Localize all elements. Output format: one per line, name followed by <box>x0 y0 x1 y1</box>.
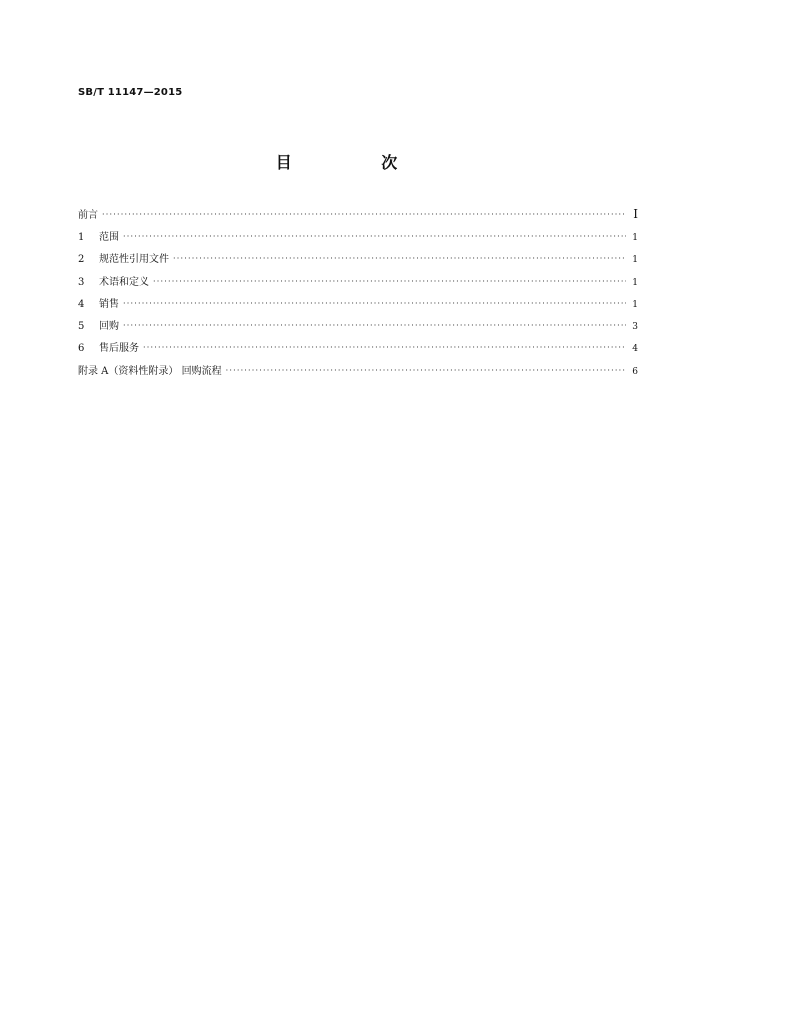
toc-section-number: 5 <box>78 321 85 333</box>
toc-entry-scope[interactable] <box>78 228 638 250</box>
toc-page-number: 1 <box>632 299 638 310</box>
toc-entry-label: 售后服务 <box>99 343 139 355</box>
toc-entry-sales[interactable] <box>78 295 638 317</box>
toc-entry-normative-references[interactable] <box>78 250 638 272</box>
table-of-contents <box>78 206 638 384</box>
toc-entry-label: 规范性引用文件 <box>99 254 169 266</box>
toc-entry-appendix-a[interactable] <box>78 362 638 384</box>
toc-entry-after-sales-service[interactable] <box>78 339 638 361</box>
toc-page-number: I <box>633 207 638 221</box>
toc-leader-dots <box>143 343 626 352</box>
toc-entry-buyback[interactable] <box>78 317 638 339</box>
toc-leader-dots <box>123 299 626 308</box>
toc-entry-label: 范围 <box>99 232 119 243</box>
toc-section-number: 1 <box>78 232 85 243</box>
toc-entry-terms-definitions[interactable] <box>78 273 638 295</box>
toc-entry-foreword[interactable] <box>78 206 638 228</box>
toc-leader-dots <box>123 321 626 330</box>
toc-entry-label: 前言 <box>78 210 98 221</box>
toc-entry-label: 附录 A（资料性附录） 回购流程 <box>78 365 222 377</box>
toc-page-number: 1 <box>632 277 638 288</box>
toc-page-number: 4 <box>632 344 638 355</box>
toc-section-number: 2 <box>78 254 85 266</box>
toc-leader-dots <box>153 277 626 286</box>
toc-page-number: 6 <box>632 366 638 377</box>
page-title: 目 次 <box>275 153 440 172</box>
toc-page-number: 3 <box>632 322 638 333</box>
toc-entry-label: 术语和定义 <box>99 276 149 288</box>
toc-page-number: 1 <box>632 255 638 266</box>
toc-section-number: 6 <box>78 343 85 355</box>
toc-entry-label: 销售 <box>99 298 119 310</box>
toc-page-number: 1 <box>632 233 638 243</box>
toc-section-number: 4 <box>78 298 85 310</box>
standard-code: SB/T 11147—2015 <box>78 87 183 98</box>
toc-leader-dots <box>173 254 626 263</box>
toc-leader-dots <box>226 366 626 375</box>
toc-leader-dots <box>102 210 626 219</box>
toc-section-number: 3 <box>78 276 85 288</box>
toc-entry-label: 回购 <box>99 321 119 333</box>
toc-leader-dots <box>123 232 626 241</box>
